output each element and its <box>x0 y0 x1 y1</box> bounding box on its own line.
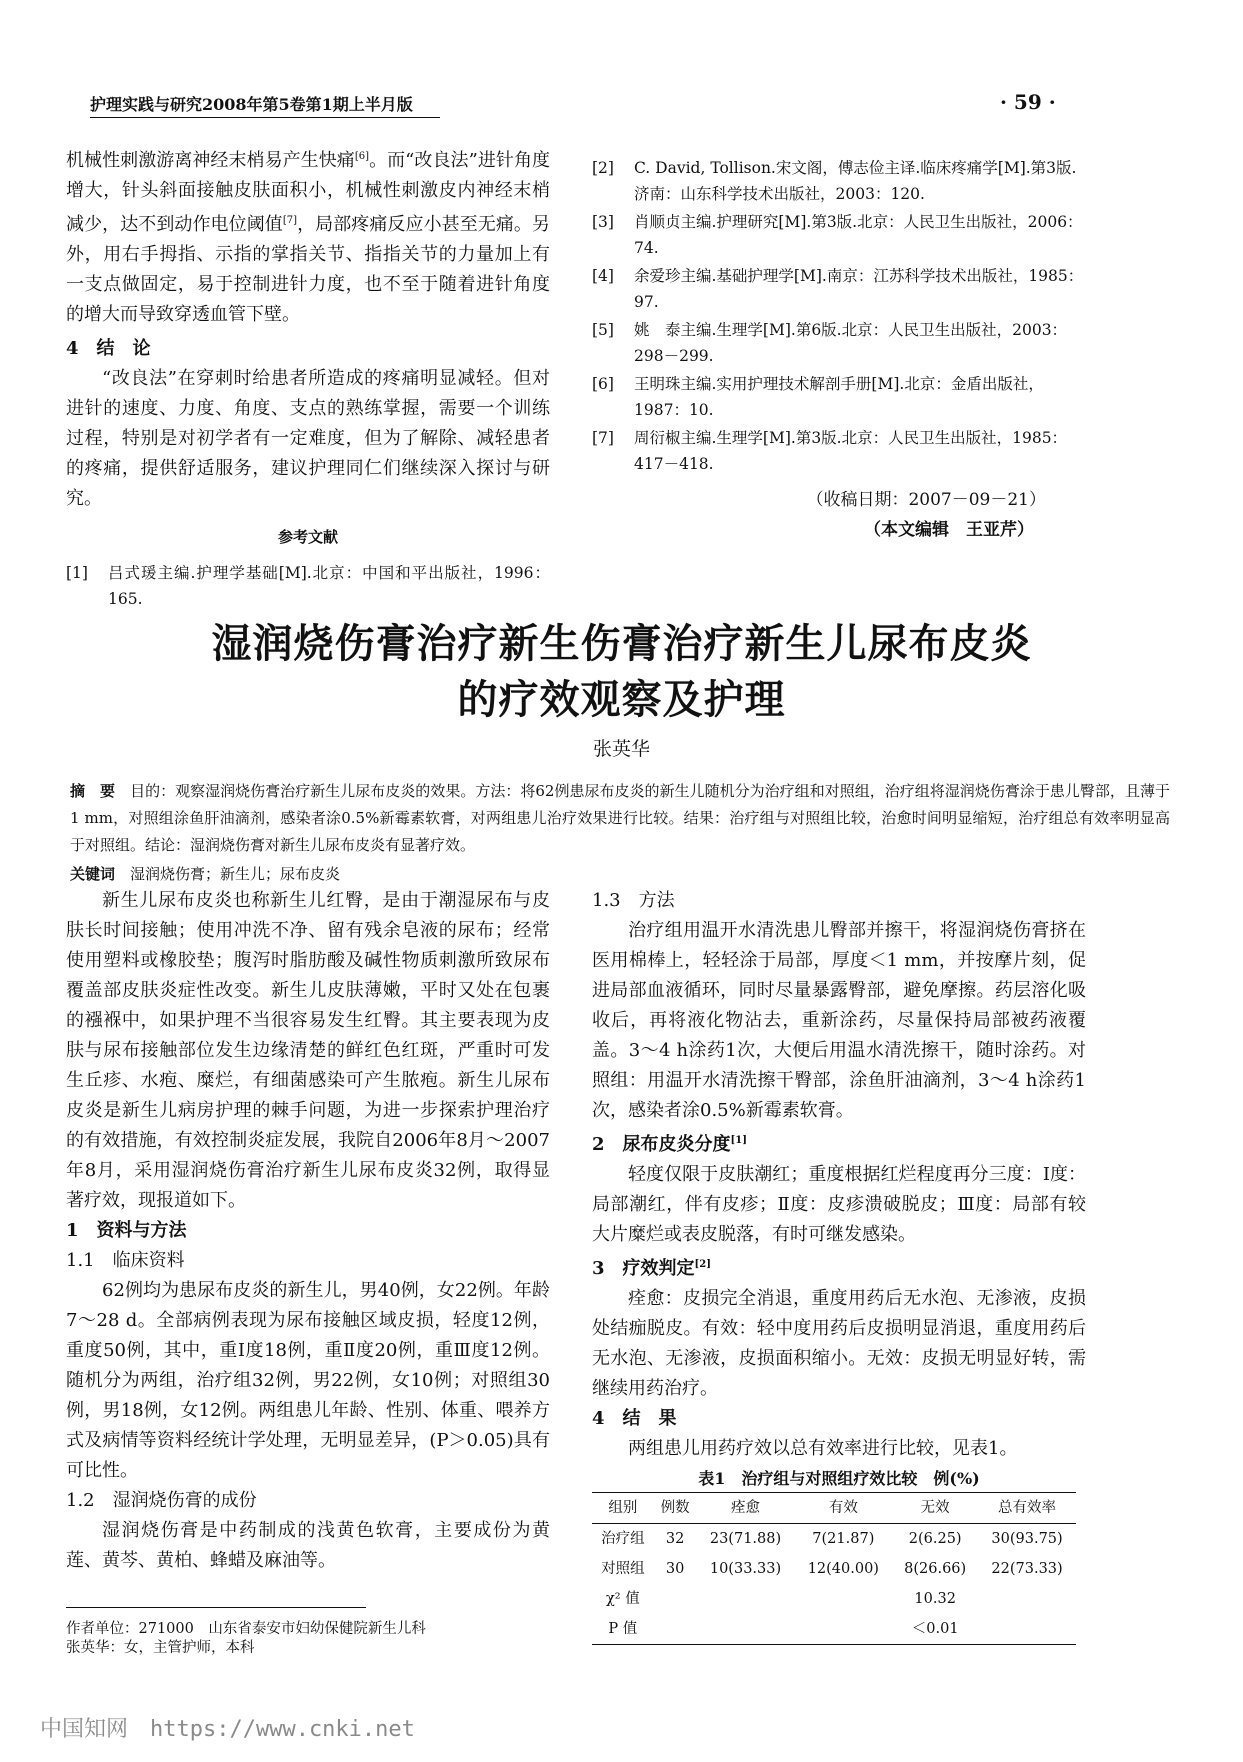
reference-item: [6] 王明珠主编.实用护理技术解剖手册[M].北京：金盾出版社，1987：10. <box>592 375 1044 419</box>
table-row: 对照组 30 10(33.33) 12(40.00) 8(26.66) 22(73.33) <box>601 1561 1063 1577</box>
table-header-cell: 痊愈 <box>731 1500 760 1516</box>
table-row: χ² 值 10.32 <box>606 1591 956 1607</box>
subsection-heading: 1.3 方法 <box>592 890 675 911</box>
keywords-label: 关键词 <box>70 865 116 883</box>
body-paragraph: 两组患儿用药疗效以总有效率进行比较，见表1。 <box>628 1438 1018 1459</box>
reference-item: [1] 吕式瑗主编.护理学基础[M].北京：中国和平出版社，1996：165. <box>66 564 550 608</box>
body-paragraph: 湿润烧伤膏是中药制成的浅黄色软膏，主要成份为黄莲、黄芩、黄柏、蜂蜡及麻油等。 <box>66 1520 550 1571</box>
body-paragraph: “改良法”在穿刺时给患者所造成的疼痛明显减轻。但对进针的速度、力度、角度、支点的熟练掌握，需要一个训练过程，特别是对初学者有一定难度，但为了解除、减轻患者的疼痛，提供舒适服务，建议护理同仁们继续深入探讨与研究。 <box>66 368 550 509</box>
results-table <box>592 1492 1076 1645</box>
abstract <box>70 778 1170 888</box>
section-heading: 4 结 论 <box>66 338 151 359</box>
section-heading: 1 资料与方法 <box>66 1220 187 1241</box>
section-heading: 4 结 果 <box>592 1408 677 1429</box>
reference-item: [4] 余爱珍主编.基础护理学[M].南京：江苏科学技术出版社，1985：97. <box>592 267 1084 311</box>
body-paragraph: 痊愈：皮损完全消退，重度用药后无水泡、无渗液，皮损处结痂脱皮。有效：轻中度用药后皮损明显消退，重度用药后无水泡、无渗液，皮损面积缩小。无效：皮损无明显好转，需继续用药治疗。 <box>592 1288 1086 1399</box>
section-heading: 3 疗效判定[2] <box>592 1258 711 1279</box>
body-paragraph: 轻度仅限于皮肤潮红；重度根据红烂程度再分三度：Ⅰ度：局部潮红，伴有皮疹；Ⅱ度：皮疹溃破脱皮；Ⅲ度：局部有较大片糜烂或表皮脱落，有时可继发感染。 <box>592 1164 1086 1245</box>
intro-paragraph: 新生儿尿布皮炎也称新生儿红臀，是由于潮湿尿布与皮肤长时间接触；使用冲洗不净、留有残余皂液的尿布；经常使用塑料或橡胶垫；腹泻时脂肪酸及碱性物质刺激所致尿布覆盖部皮肤炎症性改变。新生儿皮肤薄嫩，平时又处在包裹的襁褓中，如果护理不当很容易发生红臀。其主要表现为皮肤与尿布接触部位发生边缘清楚的鲜红色红斑，严重时可发生丘疹、水疱、糜烂，有细菌感染可产生脓疱。新生儿尿布皮炎是新生儿病房护理的棘手问题，为进一步探索护理治疗的有效措施，有效控制炎症发展，我院自2006年8月～2007年8月，采用湿润烧伤膏治疗新生儿尿布皮炎32例，取得显著疗效，现报道如下。 <box>66 890 550 1211</box>
table-row: P 值 ＜0.01 <box>592 1614 1076 1645</box>
section-heading: 2 尿布皮炎分度[1] <box>592 1134 747 1155</box>
table-row: 治疗组 32 23(71.88) 7(21.87) 2(6.25) 30(93.75) <box>601 1531 1063 1547</box>
prev-body-paragraph: 机械性刺激游离神经末梢易产生快痛[6]。而“改良法”进针角度增大，针头斜面接触皮肤面积小，机械性刺激皮内神经末梢减少，达不到动作电位阈值[7]，局部疼痛反应小甚至无痛。另外，用右手拇指、示指的掌指关节、指指关节的力量加上有一支点做固定，易于控制进针力度，也不至于随着进针角度的增大而导致穿透血管下壁。 <box>66 150 550 325</box>
table-header-cell: 无效 <box>920 1500 950 1516</box>
references-heading: 参考文献 <box>277 528 338 546</box>
prev-article-left-column <box>66 142 550 614</box>
reference-item: [3] 肖顺贞主编.护理研究[M].第3版.北京：人民卫生出版社，2006：74. <box>592 213 1083 257</box>
table-header-cell: 有效 <box>828 1500 858 1516</box>
received-date: （收稿日期：2007－09－21） <box>806 490 1046 510</box>
keywords-text: 湿润烧伤膏；新生儿；尿布皮炎 <box>130 865 341 883</box>
article-left-column <box>66 886 550 1576</box>
article-title-line1: 湿润烧伤膏治疗新生伤膏治疗新生儿尿布皮炎 <box>211 620 1032 667</box>
abstract-label: 摘 要 <box>70 782 116 800</box>
table-header-cell: 组别 <box>608 1500 638 1516</box>
article-title-line2: 的疗效观察及护理 <box>457 676 786 723</box>
prev-article-right-column <box>592 155 1086 545</box>
subsection-heading: 1.1 临床资料 <box>66 1250 185 1271</box>
body-paragraph: 治疗组用温开水清洗患儿臀部并擦干，将湿润烧伤膏挤在医用棉棒上，轻轻涂于局部，厚度＜1 mm，并按摩片刻，促进局部血液循环，同时尽量暴露臀部，避免摩擦。药层溶化吸收后，再将液化物沾去，重新涂药，尽量保持局部被药液覆盖。3～4 h涂药1次，大便后用温水清洗擦干，随时涂药。对照组：用温开水清洗擦干臀部，涂鱼肝油滴剂，3～4 h涂药1次，感染者涂0.5%新霉素软膏。 <box>592 920 1086 1121</box>
table-header-cell: 例数 <box>660 1500 690 1516</box>
subsection-heading: 1.2 湿润烧伤膏的成份 <box>66 1490 257 1511</box>
running-header: 护理实践与研究2008年第5卷第1期上半月版 <box>90 92 440 118</box>
cnki-watermark: 中国知网 https://www.cnki.net <box>40 1717 415 1742</box>
body-paragraph: 62例均为患尿布皮炎的新生儿，男40例，女22例。年龄7～28 d。全部病例表现为尿布接触区域皮损，轻度12例，重度50例，其中，重Ⅰ度18例，重Ⅱ度20例，重Ⅲ度12例。随机分为两组，治疗组32例，男22例，女10例；对照组30例，男18例，女12例。两组患儿年龄、性别、体重、喂养方式及病情等资料经统计学处理，无明显差异，(P＞0.05)具有可比性。 <box>66 1280 550 1481</box>
article-right-column <box>592 886 1086 1645</box>
references-list-left <box>66 560 550 612</box>
article-author: 张英华 <box>592 738 650 760</box>
table-caption: 表1 治疗组与对照组疗效比较 例(%) <box>698 1469 980 1488</box>
reference-item: [2] C. David, Tollison.宋文阁，傅志俭主译.临床疼痛学[M].第3版.济南：山东科学技术出版社，2003：120. <box>592 159 1077 203</box>
abstract-text: 目的：观察湿润烧伤膏治疗新生儿尿布皮炎的效果。方法：将62例患尿布皮炎的新生儿随机分为治疗组和对照组，治疗组将湿润烧伤膏涂于患儿臀部，且薄于1 mm，对照组涂鱼肝油滴剂，感染者涂0.5%新霉素软膏，对两组患儿治疗效果进行比较。结果：治疗组与对照组比较，治愈时间明显缩短，治疗组总有效率明显高于对照组。结论：湿润烧伤膏对新生儿尿布皮炎有显著疗效。 <box>70 782 1170 854</box>
table-header-cell: 总有效率 <box>998 1500 1057 1516</box>
author-footnote: 作者单位：271000 山东省泰安市妇幼保健院新生儿科 张英华：女，主管护师，本科 <box>66 1607 366 1658</box>
reference-item: [5] 姚 泰主编.生理学[M].第6版.北京：人民卫生出版社，2003：298－299. <box>592 321 1068 365</box>
reference-item: [7] 周衍椒主编.生理学[M].第3版.北京：人民卫生出版社，1985：417－418. <box>592 429 1068 473</box>
editor-note: （本文编辑 王亚芹） <box>864 520 1034 540</box>
page-number: · 59 · <box>1000 90 1056 114</box>
